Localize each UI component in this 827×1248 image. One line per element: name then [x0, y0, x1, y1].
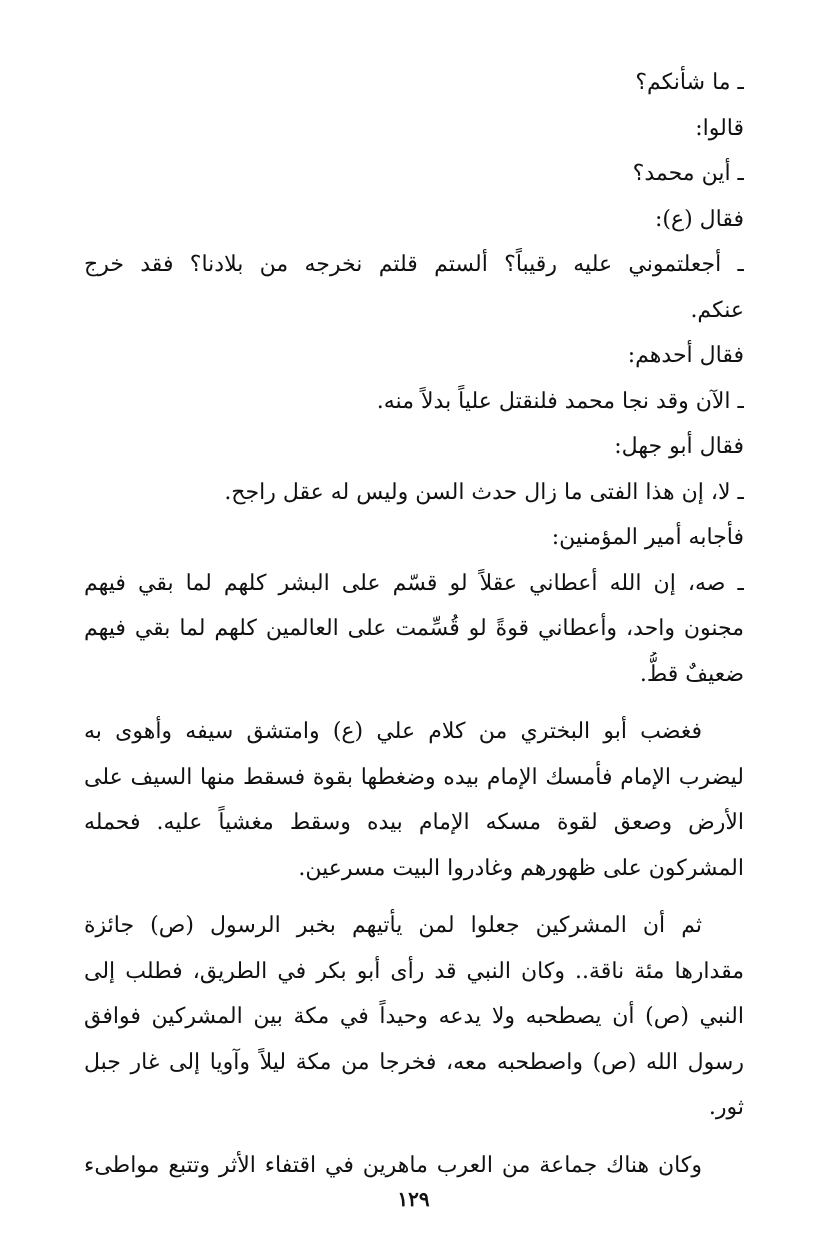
dialogue-line: ـ ما شأنكم؟ — [635, 70, 744, 95]
dialogue-line: ـ لا، إن هذا الفتى ما زال حدث السن وليس له عقل راجح. — [224, 479, 744, 505]
book-page-text — [84, 60, 744, 1188]
dialogue-line: فقال (ع): — [654, 206, 744, 232]
paragraph-spacer — [84, 1131, 744, 1143]
paragraph — [84, 903, 744, 1131]
paragraph-line: النبي (ص) أن يصطحبه ولا يدعه وحيداً في مكة بين المشركين فوافق — [84, 1004, 744, 1029]
paragraph-line: ثم أن المشركين جعلوا لمن يأتيهم بخبر الرسول (ص) جائزة — [84, 913, 702, 938]
paragraph-line: وكان هناك جماعة من العرب ماهرين في اقتفاء الأثر وتتبع مواطىء — [84, 1152, 702, 1178]
paragraph-line: الأرض وصعق لقوة مسكه الإمام بيده وسقط مغشياً عليه. فحمله — [84, 810, 744, 835]
dialogue-line: فقال أحدهم: — [627, 343, 744, 368]
dialogue-line: ـ صه، إن الله أعطاني عقلاً لو قسّم على البشر كلهم لما بقي فيهم — [84, 570, 744, 596]
dialogue-section — [84, 60, 744, 697]
dialogue-line: عنكم. — [690, 297, 744, 323]
paragraph-line: فغضب أبو البختري من كلام علي (ع) وامتشق سيفه وأهوى به — [84, 719, 702, 744]
paragraph — [84, 709, 744, 891]
paragraph — [84, 1143, 744, 1189]
dialogue-line: قالوا: — [695, 115, 744, 141]
paragraph-line: ليضرب الإمام فأمسك الإمام بيده وضغطها بقوة فسقط منها السيف على — [84, 764, 744, 790]
paragraph-line: ثور. — [708, 1095, 744, 1120]
page-number: ١٢٩ — [397, 1187, 430, 1211]
paragraph-line: رسول الله (ص) واصطحبه معه، فخرجا من مكة ليلاً وآويا إلى غار جبل — [84, 1049, 744, 1075]
dialogue-line: فأجابه أمير المؤمنين: — [551, 525, 744, 550]
dialogue-line: ـ الآن وقد نجا محمد فلنقتل علياً بدلاً منه. — [376, 388, 744, 414]
dialogue-line: ـ أين محمد؟ — [632, 161, 744, 186]
paragraph-spacer — [84, 891, 744, 903]
dialogue-line: مجنون واحد، وأعطاني قوةً لو قُسِّمت على العالمين كلهم لما بقي فيهم — [84, 616, 744, 641]
dialogue-line: ـ أجعلتموني عليه رقيباً؟ ألستم قلتم نخرجه من بلادنا؟ فقد خرج — [84, 252, 744, 277]
paragraph-line: مقدارها مئة ناقة.. وكان النبي قد رأى أبو بكر في الطريق، فطلب إلى — [84, 958, 744, 984]
paragraph-spacer — [84, 697, 744, 709]
dialogue-line: فقال أبو جهل: — [614, 434, 744, 459]
paragraph-line: المشركون على ظهورهم وغادروا البيت مسرعين. — [298, 855, 744, 881]
dialogue-line: ضعيفٌ قطُّ. — [639, 661, 744, 687]
